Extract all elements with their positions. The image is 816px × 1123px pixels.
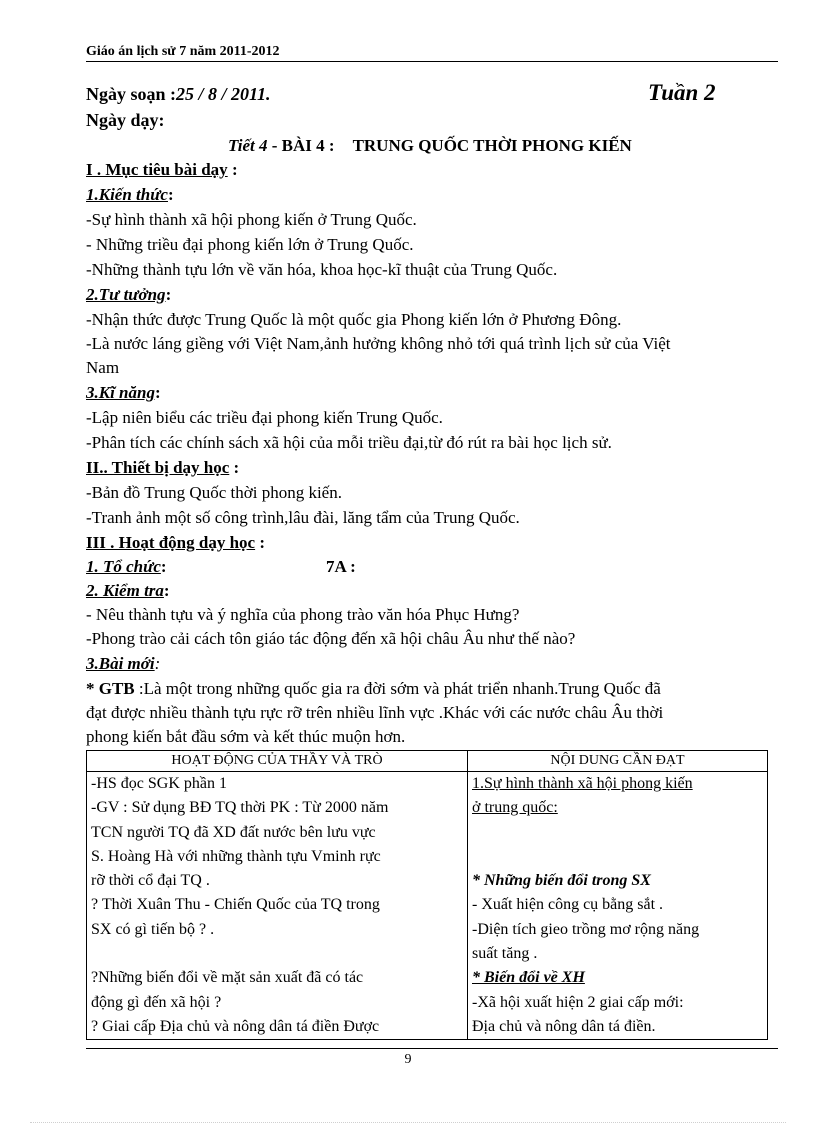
table-header-row bbox=[87, 751, 768, 772]
class-name: 7A : bbox=[326, 557, 356, 576]
thought-item: -Nhận thức được Trung Quốc là một quốc gia Phong kiến lớn ở Phương Đông. bbox=[86, 310, 622, 329]
activity-column bbox=[87, 772, 468, 1040]
header-rule bbox=[86, 61, 778, 62]
gtb-line: đạt được nhiều thành tựu rực rỡ trên nhiều lĩnh vực .Khác với các nước châu Âu thời bbox=[86, 703, 664, 722]
content-heading: ở trung quốc: bbox=[472, 799, 558, 817]
lesson-name: TRUNG QUỐC THỜI PHONG KIẾN bbox=[352, 136, 632, 155]
prep-date-label: Ngày soạn : bbox=[86, 84, 177, 104]
prep-date-value: 25 / 8 / 2011. bbox=[176, 84, 271, 104]
knowledge-item: -Sự hình thành xã hội phong kiến ở Trung Quốc. bbox=[86, 210, 417, 229]
activity-line: rỡ thời cổ đại TQ . bbox=[91, 872, 210, 890]
activity-line: S. Hoàng Hà với những thành tựu Vminh rực bbox=[91, 847, 381, 865]
section-1-title: I . Mục tiêu bài dạy : bbox=[86, 160, 238, 179]
week-label: Tuần 2 bbox=[648, 80, 716, 105]
check-item: - Nêu thành tựu và ý nghĩa của phong trào văn hóa Phục Hưng? bbox=[86, 605, 520, 624]
prep-date-line bbox=[86, 82, 271, 106]
check-item: -Phong trào cải cách tôn giáo tác động đến xã hội châu Âu như thế nào? bbox=[86, 629, 576, 648]
thought-item: -Là nước láng giềng với Việt Nam,ảnh hưởng không nhỏ tới quá trình lịch sử của Việt bbox=[86, 334, 671, 353]
activity-line: ?Những biến đổi về mặt sản xuất đã có tác bbox=[91, 969, 364, 987]
activity-line: SX có gì tiến bộ ? . bbox=[91, 920, 215, 938]
activity-table bbox=[86, 750, 768, 1040]
activity-line: -HS đọc SGK phần 1 bbox=[91, 775, 227, 792]
content-heading: 1.Sự hình thành xã hội phong kiến bbox=[472, 775, 693, 792]
lesson-number: Tiết 4 bbox=[228, 136, 268, 155]
skill-title: 3.Kĩ năng: bbox=[86, 383, 161, 402]
page-number: 9 bbox=[404, 1052, 412, 1067]
content-line: suất tăng . bbox=[472, 945, 538, 963]
gtb-label: * GTB bbox=[86, 679, 135, 698]
activity-line: ? Giai cấp Địa chủ và nông dân tá điền Được bbox=[91, 1017, 380, 1035]
knowledge-title: 1.Kiến thức: bbox=[86, 185, 174, 204]
section-3-title: III . Hoạt động dạy học : bbox=[86, 533, 266, 552]
thought-title: 2.Tư tưởng: bbox=[86, 285, 172, 304]
content-line: -Xã hội xuất hiện 2 giai cấp mới: bbox=[472, 993, 684, 1011]
equipment-item: -Bản đồ Trung Quốc thời phong kiến. bbox=[86, 483, 342, 502]
activity-line: -GV : Sử dụng BĐ TQ thời PK : Từ 2000 năm bbox=[91, 799, 389, 817]
content-line: -Diện tích gieo trồng mơ rộng năng bbox=[472, 920, 700, 938]
knowledge-item: -Những thành tựu lớn về văn hóa, khoa học-kĩ thuật của Trung Quốc. bbox=[86, 260, 558, 279]
gtb-line: * GTB :Là một trong những quốc gia ra đời sớm và phát triển nhanh.Trung Quốc đã bbox=[86, 679, 661, 698]
table-row bbox=[87, 772, 768, 1040]
activity-line: động gì đến xã hội ? bbox=[91, 993, 222, 1011]
activity-line bbox=[91, 942, 463, 966]
header-teacher-student: HOẠT ĐỘNG CỦA THẦY VÀ TRÒ bbox=[87, 751, 468, 772]
skill-item: -Phân tích các chính sách xã hội của mỗi triều đại,từ đó rút ra bài học lịch sử. bbox=[86, 433, 612, 452]
content-column bbox=[468, 772, 768, 1040]
skill-item: -Lập niên biểu các triều đại phong kiến Trung Quốc. bbox=[86, 408, 443, 427]
new-lesson-title: 3.Bài mới: bbox=[86, 654, 161, 673]
lesson-title bbox=[228, 134, 632, 158]
activity-line: TCN người TQ đã XD đất nước bên lưu vực bbox=[91, 823, 376, 841]
activity-line: ? Thời Xuân Thu - Chiến Quốc của TQ trong bbox=[91, 896, 380, 914]
content-subheading: * Biến đổi về XH bbox=[472, 969, 585, 987]
footer-rule bbox=[86, 1048, 778, 1049]
content-subheading: * Những biến đổi trong SX bbox=[472, 872, 651, 890]
content-line: - Xuất hiện công cụ bằng sắt . bbox=[472, 896, 664, 914]
thought-item: Nam bbox=[86, 358, 120, 377]
teach-date-label: Ngày dạy: bbox=[86, 110, 165, 130]
gtb-line: phong kiến bắt đầu sớm và kết thúc muộn hơn. bbox=[86, 727, 406, 746]
content-line: Địa chủ và nông dân tá điền. bbox=[472, 1017, 656, 1035]
header-content: NỘI DUNG CẦN ĐẠT bbox=[468, 751, 768, 772]
organization-line: 1. Tổ chức: 7A : bbox=[86, 555, 167, 579]
section-2-title: II.. Thiết bị dạy học : bbox=[86, 458, 240, 477]
document-header: Giáo án lịch sử 7 năm 2011-2012 bbox=[86, 44, 280, 59]
check-title: 2. Kiểm tra: bbox=[86, 581, 170, 600]
equipment-item: -Tranh ảnh một số công trình,lâu đài, lăng tẩm của Trung Quốc. bbox=[86, 508, 520, 527]
knowledge-item: - Những triều đại phong kiến lớn ở Trung Quốc. bbox=[86, 235, 414, 254]
lesson-sep: - BÀI 4 : bbox=[267, 136, 335, 155]
